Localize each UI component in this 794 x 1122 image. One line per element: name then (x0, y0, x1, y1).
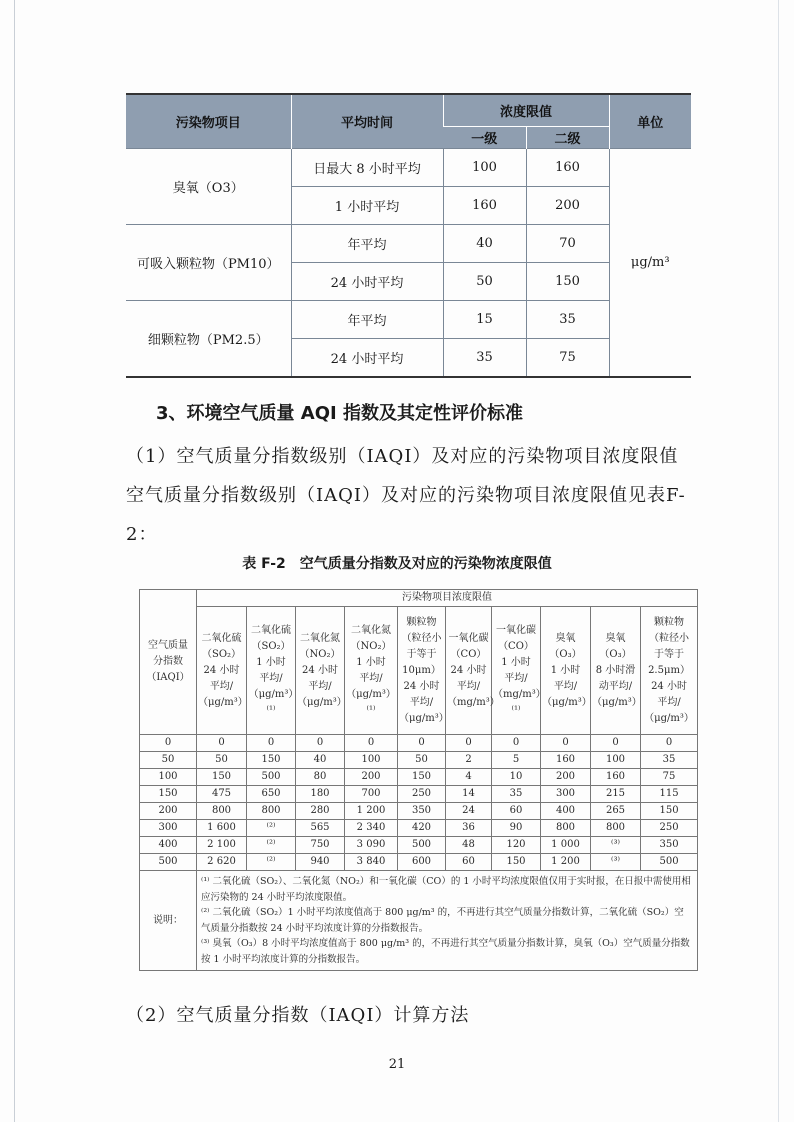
table-cell: 5 (492, 752, 541, 769)
table-cell: 60 (492, 803, 541, 820)
table-cell: 0 (591, 735, 641, 752)
header-limit: 浓度限值 (443, 94, 609, 127)
period-cell: 24 小时平均 (291, 339, 443, 378)
table-cell: 500 (641, 854, 698, 871)
table-cell: 115 (641, 786, 698, 803)
iaqi-table (139, 589, 698, 971)
unit-cell: μg/m³ (609, 149, 691, 378)
table-cell: 90 (492, 820, 541, 837)
table-cell: 160 (591, 769, 641, 786)
column-header: 二氧化氮 （NO₂） 1 小时 平均/ （μg/m³）⁽¹⁾ (345, 607, 398, 735)
table-cell: 350 (398, 803, 446, 820)
level1-cell: 100 (443, 149, 526, 187)
table-cell: 750 (296, 837, 345, 854)
table-cell: 0 (296, 735, 345, 752)
column-header: 一氧化碳 （CO） 1 小时 平均/ （mg/m³）⁽¹⁾ (492, 607, 541, 735)
table-cell: 350 (641, 837, 698, 854)
table-cell: 36 (446, 820, 492, 837)
table-cell: 265 (591, 803, 641, 820)
table-cell: 35 (641, 752, 698, 769)
table-cell: 300 (541, 786, 591, 803)
table-cell: ⁽²⁾ (247, 854, 296, 871)
paragraph-iaqi-intro: （1）空气质量分指数级别（IAQI）及对应的污染物项目浓度限值空气质量分指数级别（IAQI）及对应的污染物项目浓度限值见表F-2： (126, 446, 686, 545)
table-cell: 800 (541, 820, 591, 837)
level2-cell: 200 (526, 187, 609, 225)
table-cell: ⁽²⁾ (247, 820, 296, 837)
table-cell: 0 (140, 735, 197, 752)
table-cell: 200 (140, 803, 197, 820)
table-cell: 215 (591, 786, 641, 803)
paragraph-iaqi-method: （2）空气质量分指数（IAQI）计算方法 (126, 1005, 470, 1026)
level1-cell: 35 (443, 339, 526, 378)
table-cell: 280 (296, 803, 345, 820)
period-cell: 1 小时平均 (291, 187, 443, 225)
pollutant-cell: 可吸入颗粒物（PM10） (126, 225, 291, 301)
table-cell: 0 (247, 735, 296, 752)
note-3: ⁽³⁾ 臭氧（O₃）8 小时平均浓度值高于 800 μg/m³ 的，不再进行其空气质量分指数计算，臭氧（O₃）空气质量分指数按 1 小时平均浓度计算的分指数报告。 (201, 938, 690, 965)
table-cell: 400 (541, 803, 591, 820)
table-caption: 表 F-2 空气质量分指数及对应的污染物浓度限值 (242, 556, 552, 572)
table-cell: 0 (541, 735, 591, 752)
table-cell: 150 (197, 769, 247, 786)
table-cell: 2 340 (345, 820, 398, 837)
table-row (140, 769, 698, 786)
level2-cell: 160 (526, 149, 609, 187)
iaqi-header: 空气质量 分指数 （IAQI） (140, 590, 197, 735)
section-heading: 3、环境空气质量 AQI 指数及其定性评价标准 (156, 403, 523, 424)
table-cell: 3 090 (345, 837, 398, 854)
table-cell: 40 (296, 752, 345, 769)
table-cell: 48 (446, 837, 492, 854)
table-cell: 35 (492, 786, 541, 803)
table-cell: 2 (446, 752, 492, 769)
level2-cell: 70 (526, 225, 609, 263)
period-cell: 日最大 8 小时平均 (291, 149, 443, 187)
page-number: 21 (388, 1057, 406, 1072)
table-cell: 60 (446, 854, 492, 871)
column-header: 一氧化碳 （CO） 24 小时 平均/ （mg/m³） (446, 607, 492, 735)
table-cell: 1 200 (541, 854, 591, 871)
level2-cell: 150 (526, 263, 609, 301)
table-cell: 250 (641, 820, 698, 837)
table-cell: 24 (446, 803, 492, 820)
table-cell: 0 (446, 735, 492, 752)
table-row (140, 803, 698, 820)
column-header: 臭氧（O₃） 8 小时滑 动平均/ （μg/m³） (591, 607, 641, 735)
table-cell: 0 (641, 735, 698, 752)
column-header: 颗粒物 （粒径小 于等于 2.5μm） 24 小时 平均/ （μg/m³） (641, 607, 698, 735)
table-row (126, 225, 691, 263)
table-cell: 475 (197, 786, 247, 803)
table-cell: 200 (541, 769, 591, 786)
table-cell: 180 (296, 786, 345, 803)
header-level1: 一级 (443, 127, 526, 149)
column-header: 二氧化硫 （SO₂） 24 小时 平均/ （μg/m³） (197, 607, 247, 735)
table-cell: 200 (345, 769, 398, 786)
group-header: 污染物项目浓度限值 (197, 590, 698, 607)
table-cell: 50 (398, 752, 446, 769)
table-row (140, 786, 698, 803)
table-cell: 700 (345, 786, 398, 803)
table-cell: 565 (296, 820, 345, 837)
table-cell: 0 (492, 735, 541, 752)
table-cell: 600 (398, 854, 446, 871)
table-cell: 120 (492, 837, 541, 854)
period-cell: 年平均 (291, 225, 443, 263)
table-cell: 0 (197, 735, 247, 752)
column-header: 臭氧（O₃） 1 小时 平均/ （μg/m³） (541, 607, 591, 735)
table-cell: 2 620 (197, 854, 247, 871)
table-cell: 500 (140, 854, 197, 871)
column-header: 二氧化硫 （SO₂） 1 小时 平均/ （μg/m³）⁽¹⁾ (247, 607, 296, 735)
table-cell: 400 (140, 837, 197, 854)
table-cell: 100 (591, 752, 641, 769)
note-2: ⁽²⁾ 二氧化硫（SO₂）1 小时平均浓度值高于 800 μg/m³ 的，不再进行其空气质量分指数计算，二氧化硫（SO₂）空气质量分指数按 24 小时平均浓度计算的分指数报告。 (201, 907, 684, 934)
notes-label: 说明： (140, 871, 197, 971)
table-cell: 1 000 (541, 837, 591, 854)
period-cell: 年平均 (291, 301, 443, 339)
table-row (140, 735, 698, 752)
pollutant-cell: 细颗粒物（PM2.5） (126, 301, 291, 378)
note-1: ⁽¹⁾ 二氧化硫（SO₂）、二氧化氮（NO₂）和一氧化碳（CO）的 1 小时平均浓度限值仅用于实时报，在日报中需使用相应污染物的 24 小时平均浓度限值。 (201, 876, 691, 903)
table-row (126, 149, 691, 187)
table-cell: 420 (398, 820, 446, 837)
table-cell: 250 (398, 786, 446, 803)
table-cell: 150 (641, 803, 698, 820)
header-level2: 二级 (526, 127, 609, 149)
table-cell: 940 (296, 854, 345, 871)
table-cell: 800 (247, 803, 296, 820)
table-cell: 100 (140, 769, 197, 786)
notes-cell (197, 871, 698, 971)
header-period: 平均时间 (291, 94, 443, 149)
table-cell: 150 (398, 769, 446, 786)
table-cell: ⁽³⁾ (591, 837, 641, 854)
table-cell: 14 (446, 786, 492, 803)
table-cell: ⁽³⁾ (591, 854, 641, 871)
table-row (140, 837, 698, 854)
table-row (140, 752, 698, 769)
table-cell: 300 (140, 820, 197, 837)
table-cell: 150 (140, 786, 197, 803)
table-cell: 1 200 (345, 803, 398, 820)
table-cell: 0 (398, 735, 446, 752)
table-cell: 500 (247, 769, 296, 786)
period-cell: 24 小时平均 (291, 263, 443, 301)
table-cell: 75 (641, 769, 698, 786)
table-cell: 100 (345, 752, 398, 769)
table-cell: 150 (492, 854, 541, 871)
table-cell: 150 (247, 752, 296, 769)
table-cell: 160 (541, 752, 591, 769)
level1-cell: 50 (443, 263, 526, 301)
level1-cell: 15 (443, 301, 526, 339)
level2-cell: 75 (526, 339, 609, 378)
header-pollutant: 污染物项目 (126, 94, 291, 149)
table-cell: 80 (296, 769, 345, 786)
column-header: 颗粒物 （粒径小 于等于 10μm） 24 小时 平均/ （μg/m³） (398, 607, 446, 735)
header-unit: 单位 (609, 94, 691, 149)
table-row (126, 301, 691, 339)
column-header: 二氧化氮 （NO₂） 24 小时 平均/ （μg/m³） (296, 607, 345, 735)
table-cell: 650 (247, 786, 296, 803)
table-cell: 500 (398, 837, 446, 854)
level1-cell: 160 (443, 187, 526, 225)
level2-cell: 35 (526, 301, 609, 339)
pollutant-cell: 臭氧（O3） (126, 149, 291, 225)
table-cell: 0 (345, 735, 398, 752)
table-cell: 3 840 (345, 854, 398, 871)
table-row (140, 854, 698, 871)
table-cell: 50 (140, 752, 197, 769)
table-cell: 10 (492, 769, 541, 786)
table-cell: 50 (197, 752, 247, 769)
table-row (140, 820, 698, 837)
table-cell: 4 (446, 769, 492, 786)
concentration-limit-table (126, 93, 691, 378)
level1-cell: 40 (443, 225, 526, 263)
notes-row (140, 871, 698, 971)
table-cell: 1 600 (197, 820, 247, 837)
table-cell: 800 (591, 820, 641, 837)
table-cell: ⁽²⁾ (247, 837, 296, 854)
table-cell: 2 100 (197, 837, 247, 854)
table-cell: 800 (197, 803, 247, 820)
